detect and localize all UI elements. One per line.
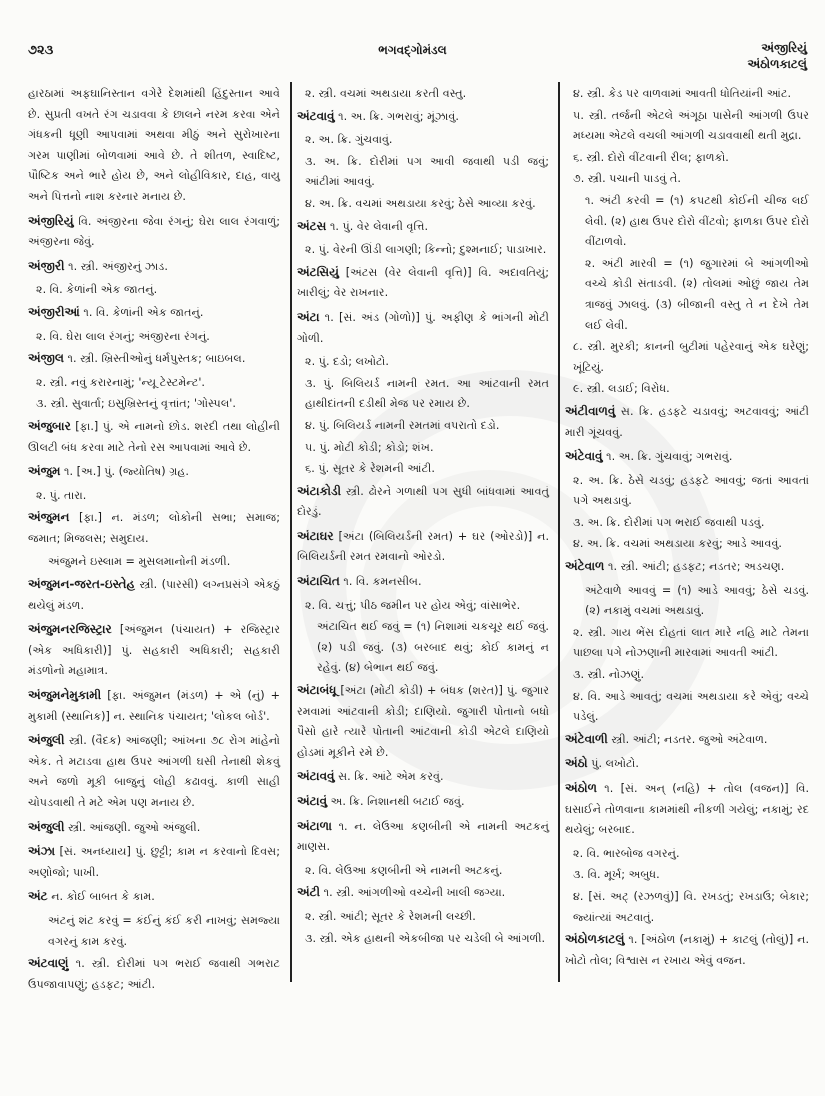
definition: વિ. અંજીરના જેવા રંગનું; ઘેરા લાલ રંગવાળું; અંજીરના જેવું. [28,214,280,249]
sense-line: ૩. અ. ક્રિ. દોરીમાં પગ ભરાઈ જવાથી પડવું. [573,515,765,529]
sense-line: ૪. સ્ત્રી. કેડ પર વાળવામાં આવતી ધોતિયાંની આંટ. [573,87,792,100]
column-1 [28,84,280,998]
column-3 [565,84,809,974]
sense-line: ૫. પું. મોટી કોડી; કોડો; શંખ. [305,440,434,454]
headword: અંટસ [297,218,327,233]
dictionary-entry [565,556,809,578]
headword: અંઠો [565,756,588,771]
headword: અંટાકોડી [297,483,342,498]
headword: અંટવાણું [28,956,69,971]
sense-line: ૩. અ. ક્રિ. દોરીમાં પગ આવી જવાથી પડી જવું; આંટીમાં આવવું. [305,154,549,189]
dictionary-entry [297,216,549,238]
definition: ૧. [સં. અન્ (નહિ) + તોલ (વજન)] વિ. ઘસાઈને તોળવાના કામમાંથી નીકળી ગયેલું; નકામું; રદ થયેલું; બરબાદ. [565,782,809,837]
dictionary-entry [297,680,549,763]
headword: અંઝા [28,844,56,859]
dictionary-entry [297,106,549,128]
sense-line: ૨. વિ. ચત્તું; પીઠ જમીન પર હોય એવું; વાંસાભેર. [305,598,521,612]
definition: સ્ત્રી. ઢોરને ગળાથી પગ સુધી બાંધવામાં આવતું દોરડું. [297,484,549,519]
definition: [અંટા (મોટી કોડી) + બંધક (શરત)] પું. જુગાર રમવામાં આંટવાની કોડી; દાણિયો. જુગારી પોતાનો બધો પૈસો હારે ત્યારે પોતાની આંટવાની કોડી એટલે દાણિયો હોડમાં મૂકીને રમે છે. [297,684,549,759]
sense-line: ૨. અ. ક્રિ. ઠેસે ચડવું; હડફટે આવવું; જતાં આવતાં પગે અથડાવું. [573,473,809,508]
definition: [અંટસ (વેર લેવાની વૃત્તિ)] વિ. અદાવતિયું; ખારીલું; વેર રાખનાર. [297,265,549,300]
definition: [ફા. અંજુમન (મંડળ) + એ (નું) + મુકામી (સ્થાનિક)] ન. સ્થાનિક પંચાયત; 'લોકલ બોર્ડ'. [28,689,280,723]
headword: અંજુલી [28,819,65,834]
definition: ૧. સ્ત્રી. આંટી; હડફટ; નડતર; અડચણ. [607,560,785,574]
headword: અંજીલ [28,351,64,366]
headword: અંટસિયું [297,264,339,279]
dictionary-entry [28,730,280,813]
definition: ૧. [સં. અંડ (ગોળો)] પું. અફીણ કે ભાંગની મોટી ગોળી. [297,310,549,345]
sense-line: ૭. સ્ત્રી. પચાની પાડવું તે. [573,172,681,186]
definition: સ્ત્રી. (પારસી) લગ્નપ્રસંગે એકઠું થયેલું મંડળ. [28,578,280,612]
sense-line: ૩. પું. બિલિયર્ડ નામની રમત. આ આંટવાની રમત હાથીદાંતની દડીથી મેજ પર રમાય છે. [305,376,549,411]
sense-line: ૫. સ્ત્રી. તર્જની એટલે અંગૂઠા પાસેની આંગળી ઉપર મધ્યમા એટલે વચલી આંગળી ચડાવવાથી થતી મુદ્રા. [573,108,809,143]
definition: [અંટા (બિલિયર્ડની રમત) + ઘર (ઓરડો)] ન. બિલિયર્ડની રમત રમવાનો ઓરડો. [297,529,550,564]
headword: અંટીવાળવું [565,403,616,418]
dictionary-entry [28,302,280,324]
column-divider [290,82,292,982]
dictionary-entry [297,307,549,349]
definition: [અંજુમન (પંચાયત) + રજિસ્ટ્રાર (એક અધિકારી)] પું. સહકારી અધિકારી; સહકારી મંડળોનો મહામાત્ર. [28,623,280,678]
definition: [ફા.] પું. એ નામનો છોડ. શરદી તથા લોહીની ઊલટી બંધ કરવા માટે તેનો રસ આપવામાં આવે છે. [28,419,281,454]
dictionary-entry [297,791,549,813]
idiom-line: અંજુમને ઇસ્લામ = મુસલમાનોની મંડળી. [48,555,231,569]
headword: અંટાળા [297,818,332,833]
headword: અંજુમન-જરત-ઇસ્તેહ [28,577,136,592]
dictionary-entry [28,211,280,253]
dictionary-entry [28,841,280,883]
sense-line: ૬. સ્ત્રી. દોરો વીંટવાની રીલ; ફાળકો. [573,150,729,164]
guide-word-last: અંઠોળકાટલું [747,57,807,71]
sense-line: ૨. પું. દડો; લખોટો. [305,355,389,369]
definition: ૧. વિ. કેળાંની એક જાતનું. [83,305,204,319]
dictionary-entry [565,753,809,775]
definition: સ્ત્રી. (વૈદક) આંજણી; આંખના ૭૮ રોગ માંહેનો એક. તે મટાડવા હાથ ઉપર આંગળી ઘસી તેનાથી શેકવું અને જળો મૂકી બાજુનું લોહી કઢાવવું. કાળી સાહી ચોપડવાથી તે મટે એમ પણ મનાય છે. [28,734,280,809]
dictionary-entry [28,256,280,278]
guide-words [748,40,807,72]
sense-line: ૨. વિ. ઘેરા લાલ રંગનું; અંજીરના રંગનું. [36,329,210,343]
sense-line: ૨. પું. તારા. [36,488,87,502]
idiom-line: ૧. અંટી કરવી = (૧) કપટથી કોઈની ચીજ લઈ લેવી. (૨) હાથ ઉપર દોરો વીંટવો; ફાળકા ઉપર દોરો વીંટાળવો. [585,193,809,249]
sense-line: ૩. વિ. મૂર્ખ; અબુધ. [573,868,660,882]
headword: અંજુબાર [28,418,71,433]
dictionary-entry [28,953,280,995]
sense-line: ૨. સ્ત્રી. આંટી; સૂતર કે રેશમની લચ્છી. [305,909,476,923]
sense-line: ૩. સ્ત્રી. એક હાથની એકબીજા પર ચડેલી બે આંગળી. [305,931,546,945]
headword: અંજુલી [28,733,65,748]
page-header [0,0,825,78]
definition: ૧. સ્ત્રી. અંજીરનું ઝાડ. [68,259,168,273]
definition: હારઠામાં અફઘાનિસ્તાન વગેરે દેશમાંથી હિંદુસ્તાન આવે છે. સુપ્રતી વખતે રંગ ચડાવવા કે છાલને નરમ કરવા એને ગંધકની ધૂણી આપવામાં અથવા મીઠું અને સુરોખારના ગરમ પાણીમાં બોળવામાં આવે છે. તે શીતળ, સ્વાદિષ્ટ, પૌષ્ટિક અને ભારે હોય છે, અને લોહીવિકાર, દાહ, વાયુ અને પિત્તનો નાશ કરનાર મનાય છે. [28,87,280,203]
headword: અંજીરી [28,258,65,273]
dictionary-entry [565,929,809,971]
definition: સ્ત્રી. આંજણી. જુઓ અંજુલી. [68,820,201,834]
sense-line: ૪. વિ. આડે આવતું; વચમાં અથડાયા કરે એવું; વચ્ચે પડેલું. [573,689,809,724]
dictionary-entry [28,507,280,549]
sense-line: ૨. વિ. લેઉઆ કણબીની એ નામની અટકનું. [305,863,503,877]
sense-line: ૨. પું. વેરની ઊંડી લાગણી; કિન્નો; દુશ્મનાઈ; પાડાખાર. [305,243,547,257]
sense-line: ૨. સ્ત્રી. ગાય ભેંસ દોહતાં લાત મારે નહિ માટે તેમના પાછલા પગે નોઝણાની મારવામાં આવતી આંટી. [573,625,809,660]
dictionary-entry [565,446,809,468]
definition: સ્ત્રી. આંટી; નડતર. જુઓ અંટેવાળ. [611,732,768,746]
sense-line: ૪. પું. બિલિયર્ડ નામની રમતમાં વપરાતો દડો. [305,418,500,432]
page-title: ભગવદ્ગોમંડલ [378,43,447,57]
sense-line: ૩. સ્ત્રી. નોઝણું. [573,668,645,682]
headword: અંટવાવું [297,108,335,123]
dictionary-entry [565,729,809,751]
idiom-line: ૨. અંટી મારવી = (૧) જુગારમાં બે આંગળીઓ વચ્ચે કોડી સંતાડવી. (૨) તોલમાં ઓછું જાય તેમ ત્રાજવું ઝાલવું. (૩) બીજાની વસ્તુ તે ન દેખે તેમ લઈ લેવી. [585,256,809,332]
sense-line: ૪. અ. ક્રિ. વચમાં અથડાયા કરવું; આડે આવવું. [573,537,782,551]
headword: અંજુમનરજિસ્ટ્રાર [28,622,112,637]
definition: સ. ક્રિ. આંટે એમ કરવું. [338,770,444,784]
headword: અંજુમ [28,464,61,479]
dictionary-entry [28,348,280,370]
column-divider [558,82,560,982]
headword: અંટેવાવું [565,449,603,464]
dictionary-entry [297,571,549,593]
definition: ન. કોઈ બાબત કે કામ. [51,890,155,904]
headword: અંજુમન [28,510,70,525]
headword: અંટાવું [297,794,328,808]
dictionary-entry [28,619,280,682]
definition: પું. લખોટો. [591,757,639,771]
definition: [સં. અનધ્યાય] પું. છુટ્ટી; કામ ન કરવાનો દિવસ; અણોજો; પાખી. [28,845,280,879]
sense-line: ૨. અ. ક્રિ. ગુંચવાવું. [305,133,393,147]
dictionary-entry [565,401,809,443]
definition: [ફા.] ન. મંડળ; લોકોની સભા; સમાજ; જમાત; મિજલસ; સમુદાય. [28,511,280,545]
sense-line: ૨. વિ. કેળાંની એક જાતનું. [36,283,158,297]
sense-line: ૨. સ્ત્રી. નવું કરારનામું; 'ન્યૂ ટેસ્ટમેન્ટ'. [36,375,205,389]
dictionary-entry [28,416,280,458]
dictionary-entry [297,766,549,788]
headword: અંટાવવું [297,769,335,784]
dictionary-entry [28,574,280,616]
headword: અંટા [297,309,320,324]
sense-line: ૪. [સં. અટ્ (રઝળવું)] વિ. રખડતું; રખડાઉ; બેકાર; જ્યાંત્યાં અટવાતું. [573,889,809,924]
idiom-line: અંટાચિત થઈ જવું = (૧) નિશામાં ચકચૂર થઈ જવું. (૨) પડી જવું. (૩) બરબાદ થવું; કોઈ કામનું ન રહેવું. (૪) બેભાન થઈ જવું. [317,620,549,675]
definition: ૧. સ્ત્રી. દોરીમાં પગ ભરાઈ જવાથી ગભરાટ ઉપજાવાપણું; હડફટ; આંટી. [28,957,281,991]
definition: ૧. અ. ક્રિ. ગભરાવું; મૂંઝાવું. [338,109,459,123]
page-number: ૭૨૩ [28,43,54,58]
dictionary-entry [565,778,809,841]
headword: અંટાબંધૂ [297,683,337,698]
headword: અંટી [297,885,321,900]
definition: ૧. સ્ત્રી. ખ્રિસ્તીઓનું ધર્મપુસ્તક; બાઇબલ. [67,352,246,366]
headword: અંટાઘર [297,528,334,543]
definition: સ. ક્રિ. હડફટે ચડાવવું; અટવાવવું; આંટી મારી ગૂંચવવું. [565,404,809,439]
definition: ૧. વિ. કમનસીબ. [343,575,422,589]
definition: ૧. ન. લેઉઆ કણબીની એ નામની અટકનું માણસ. [297,819,549,854]
idiom-line: અંટનું શંટ કરવું = કંઈનું કંઈ કરી નાખવું; સમજ્યા વગરનું કામ કરવું. [48,913,280,948]
headword: અંઠોળકાટલું [565,932,625,947]
headword: અંજુમનેમુકામી [28,688,102,703]
sense-line: ૨. વિ. ભારબોજ વગરનું. [573,846,680,860]
dictionary-entry [28,84,280,208]
definition: ૧. [અંઠોળ (નકામું) + કાટલું (તોલું)] ન. ખોટો તોલ; વિશ્વાસ ન રખાય એવું વજન. [565,933,809,967]
guide-word-first: અંજીરિયું [761,41,807,55]
definition: ૧. પું. વેર લેવાની વૃત્તિ. [329,219,429,233]
dictionary-entry [28,886,280,908]
column-2 [297,84,549,950]
headword: અંટ [28,889,48,904]
sense-line: ૨. સ્ત્રી. વચમાં અથડાયા કરતી વસ્તુ. [305,87,467,100]
dictionary-entry [297,526,549,568]
sense-line: ૬. પું. સૂતર કે રેશમની આંટી. [305,462,435,476]
headword: અંઠોળ [565,781,598,795]
headword: અંટેવાળી [565,731,608,746]
dictionary-entry [28,461,280,483]
sense-line: ૩. સ્ત્રી. સુવાર્તા; ઇસુખ્રિસ્તનું વૃત્તાંત; 'ગોસ્પલ'. [36,397,236,411]
definition: ૧. સ્ત્રી. આંગળીઓ વચ્ચેની ખાલી જગ્યા. [323,886,506,900]
dictionary-entry [297,816,549,858]
dictionary-entry [28,685,280,727]
definition: ૧. [અ.] પું. (જ્યોતિષ) ગ્રહ. [64,465,189,479]
sense-line: ૮. સ્ત્રી. મુરકી; કાનની બુટીમાં પહેરવાનું એક ઘરેણું; ખૂંટિયું. [573,340,809,374]
headword: અંટાચિત [297,574,340,589]
definition: ૧. અ. ક્રિ. ગુંચવાવું; ગભરાવું. [606,450,733,464]
dictionary-entry [297,882,549,904]
idiom-line: અંટેવાળે આવવું = (૧) આડે આવવું; ઠેસે ચડવું. (૨) નકામું વચમાં અથડાવું. [585,583,809,618]
headword: અંજીરીઆં [28,304,80,319]
dictionary-entry [28,817,280,839]
headword: અંટેવાળ [565,559,605,574]
dictionary-entry [297,262,549,304]
sense-line: ૪. અ. ક્રિ. વચમાં અથડાયા કરવું; ઠેસે આવ્યા કરવું. [305,196,536,210]
headword: અંજીરિયું [28,213,74,228]
sense-line: ૯. સ્ત્રી. લડાઈ; વિરોધ. [573,382,670,396]
dictionary-entry [297,481,549,523]
definition: અ. ક્રિ. નિશાનથી બટાઈ જવું. [330,795,465,808]
